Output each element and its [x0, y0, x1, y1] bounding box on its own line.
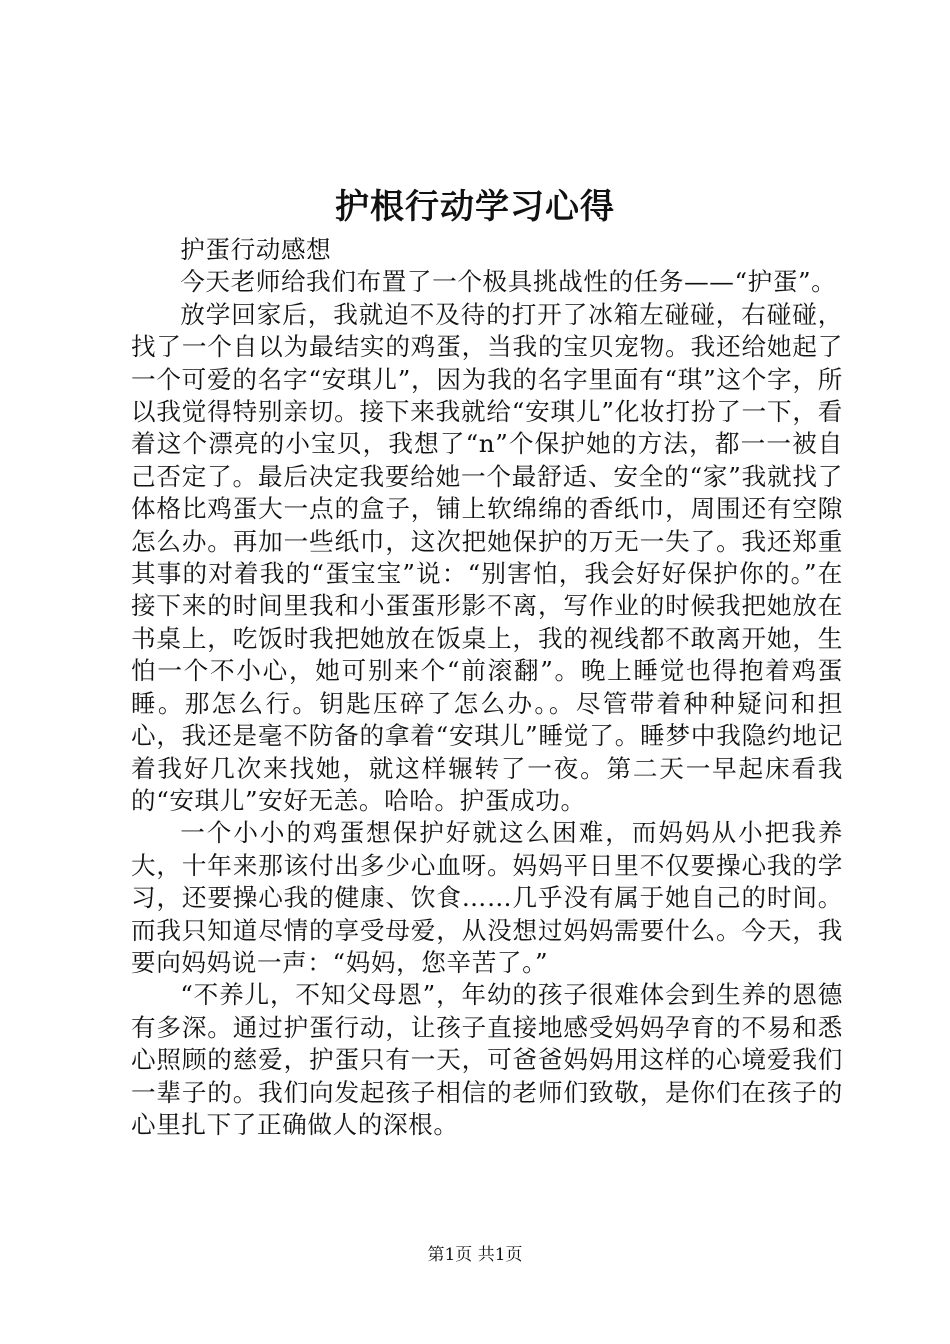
paragraph: 一个小小的鸡蛋想保护好就这么困难，而妈妈从小把我养大，十年来那该付出多少心血呀。妈妈平日里不仅要操心我的学习，还要操心我的健康、饮食……几乎没有属于她自己的时间。而我只知道尽情的享受母爱，从没想过妈妈需要什么。今天，我要向妈妈说一声：“妈妈，您辛苦了。”	[131, 818, 843, 977]
paragraph: 放学回家后，我就迫不及待的打开了冰箱左碰碰，右碰碰，找了一个自以为最结实的鸡蛋，当我的宝贝宠物。我还给她起了一个可爱的名字“安琪儿”，因为我的名字里面有“琪”这个字，所以我觉得特别亲切。接下来我就给“安琪儿”化妆打扮了一下，看着这个漂亮的小宝贝，我想了“n”个保护她的方法，都一一被自己否定了。最后决定我要给她一个最舒适、安全的“家”我就找了体格比鸡蛋大一点的盒子，铺上软绵绵的香纸巾，周围还有空隙怎么办。再加一些纸巾，这次把她保护的万无一失了。我还郑重其事的对着我的“蛋宝宝”说：“别害怕，我会好好保护你的。”在接下来的时间里我和小蛋蛋形影不离，写作业的时候我把她放在书桌上，吃饭时我把她放在饭桌上，我的视线都不敢离开她，生怕一个不小心，她可别来个“前滚翻”。晚上睡觉也得抱着鸡蛋睡。那怎么行。钥匙压碎了怎么办。。尽管带着种种疑问和担心，我还是毫不防备的拿着“安琪儿”睡觉了。睡梦中我隐约地记着我好几次来找她，就这样辗转了一夜。第二天一早起床看我的“安琪儿”安好无恙。哈哈。护蛋成功。	[131, 299, 843, 815]
paragraph-subtitle: 护蛋行动感想	[180, 235, 332, 264]
page-footer: 第1页 共1页	[427, 1245, 523, 1265]
document-title: 护根行动学习心得	[335, 187, 615, 227]
document-body	[131, 234, 843, 1141]
paragraph: 今天老师给我们布置了一个极具挑战性的任务——“护蛋”。	[180, 267, 837, 297]
paragraph: “不养儿，不知父母恩”，年幼的孩子很难体会到生养的恩德有多深。通过护蛋行动，让孩子直接地感受妈妈孕育的不易和悉心照顾的慈爱，护蛋只有一天，可爸爸妈妈用这样的心境爱我们一辈子的。我们向发起孩子相信的老师们致敬，是你们在孩子的心里扎下了正确做人的深根。	[131, 980, 843, 1139]
